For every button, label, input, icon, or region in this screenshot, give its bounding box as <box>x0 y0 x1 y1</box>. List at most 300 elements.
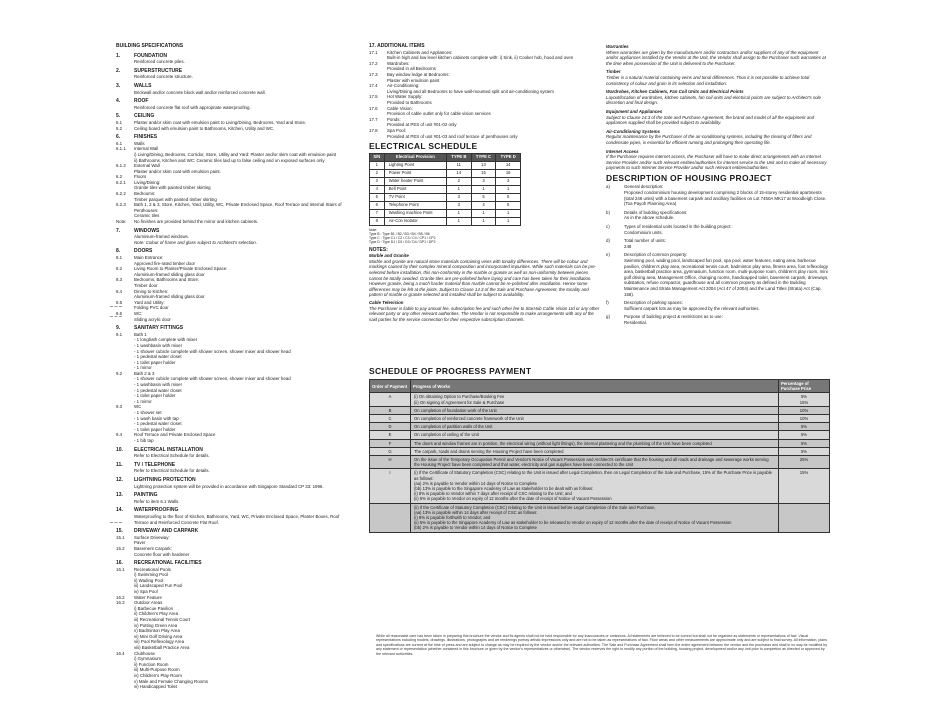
additional-item-number <box>369 134 387 140</box>
spec-item-number: 16.1 <box>116 566 125 572</box>
legend-note-label: Note: <box>369 227 378 232</box>
spec-item-text: Plaster and/or skim coat with emulsion paint to Living/Dining, Bedrooms, Yard and Store. <box>134 119 307 125</box>
electrical-cell: 8 <box>370 217 385 225</box>
spec-item-text: Bath 1, 2 & 3, Store, Kitchen, Yard, Utility, WC, Private Enclosed Space, Roof Terrace and Internal Stairs of Penthouses: <box>134 202 342 213</box>
spec-item-text: - 1 washbasin with mixer <box>134 382 183 388</box>
marble-granite-title: Marble and Granite <box>369 253 409 259</box>
spec-item-text: Bath 2 & 3 <box>134 370 155 376</box>
spec-item-number: 6.2.2 <box>116 191 126 197</box>
payment-order-cell: D <box>370 423 411 431</box>
spec-item <box>116 126 352 132</box>
section-title: WATERPROOFING <box>134 507 179 514</box>
marble-granite-text: Marble and granite are natural stone materials containing veins with tonality differences. There will be colour and markings caused by their complex mineral composition and incorporated impurities. While such materials can be pre-selected before installation, this non-conformity in the marble or granite as well as non-uniformity between pieces cannot be totally avoided. Granite tiles are pre-polished before laying and care has been taken for their installation. However granite, being a much harder material than marble cannot be re-polished after installation. Hence some differences may be felt at the joints. Subject to Clause 14.3 of the Sale and Purchase Agreement, the tonality and pattern of marble or granite selected and installed shall be subject to availability. <box>369 258 597 298</box>
payment-row <box>370 431 830 439</box>
electrical-cell: 1 <box>447 209 472 217</box>
electrical-header-cell: TYPE D <box>496 153 521 161</box>
electrical-cell: 6 <box>370 201 385 209</box>
spec-item-text: Timber parquet with painted timber skirting <box>134 196 217 202</box>
section-number: 3. <box>116 82 121 89</box>
note-text: Subject to Clause 14.3 of the Sale and Purchase Agreement, the brand and model of all the equipment and appliances supplied shall be provided subject to availability. <box>606 114 815 126</box>
section-title: WINDOWS <box>134 227 160 234</box>
spec-item-text: Roof Terrace and Private Enclosed Space <box>134 432 216 438</box>
spec-item-text: Paver <box>134 540 146 546</box>
electrical-cell: 5 <box>496 201 521 209</box>
spec-item-text: Living Room to Planter/Private Enclosed Space: <box>134 266 228 272</box>
payment-percentage-cell: 5% 15% <box>779 393 830 406</box>
spec-item-number: Note: <box>116 219 127 225</box>
spec-item-text: Surface Driveway: <box>134 534 170 540</box>
spec-item-number: 6.1 <box>116 140 123 146</box>
payment-order-cell: A <box>370 393 411 406</box>
section-title: CEILING <box>134 113 155 120</box>
spec-item-text: iv) Putting Green Area <box>134 622 178 628</box>
payment-works-cell: (i) If the Certificate of Statutory Completion (CSC) relating to the Unit is issued after Legal Completion, then on Legal Completion of the Sale and Purchase, 15% of the Purchase Price is payable as follows: (aa) 2% is payable to Vendor within 14 days of Notice to Complete (bb) 13% is payable to the Singapore Academy of Law as stakeholder to be dealt with as follows: (i) 8% is payable to Vendor within 7 days after receipt of CSC relating to the Unit; and (ii) 5% is payable to Vendor on expiry of 12 months after the date of receipt of Notice of Vacant Possession <box>411 469 779 503</box>
additional-item-text: Built-in high and low level kitchen cabinets complete with: i) Sink, ii) Cooker hob, hood and oven <box>387 55 574 61</box>
payment-percentage-cell: 5% <box>779 431 830 439</box>
housing-item-title: Total number of units: <box>624 238 666 244</box>
payment-order-cell: C <box>370 415 411 423</box>
electrical-cell: 3 <box>496 177 521 185</box>
electrical-row <box>370 201 521 209</box>
section-title: DRIVEWAY AND CARPARK <box>134 528 199 535</box>
spec-item-text: v) Male and Female Changing Rooms <box>134 678 208 684</box>
payment-percentage-cell: 10% <box>779 406 830 414</box>
spec-item-number: 6.2.1 <box>116 179 126 185</box>
section-title: RECREATIONAL FACILITIES <box>134 560 202 567</box>
spec-item-text: - 1 shower set <box>134 410 162 416</box>
margin-mark <box>110 306 122 307</box>
electrical-cell: Water heater Point <box>384 177 446 185</box>
spec-item-text: i) Gymnasium <box>134 656 162 662</box>
note-text: Where warranties are given by the manufacturers and/or contractors and/or suppliers of any of the equipment and/or appliances installed by the Vendor at the Unit, the Vendor shall assign to the Purchaser such warranties at the time when possession of the Unit is delivered to the Purchaser. <box>606 49 826 66</box>
notes-column <box>606 44 830 326</box>
payment-percentage-cell: 25% <box>779 456 830 469</box>
section-number: 4. <box>116 98 121 105</box>
electrical-cell: 2 <box>370 169 385 177</box>
note-text: If the Purchaser requires internet access, the Purchaser will have to make direct arrangements with an Internet Service Provider and/or such relevant entities/authorities for internet service to the Unit and to make all necessary payments to such Internet Service Provider and/or such relevant entities/authorities. <box>606 154 827 171</box>
spec-item-number: 6.2 <box>116 174 123 180</box>
electrical-cell: Bell Point <box>384 185 446 193</box>
electrical-cell: 1 <box>496 217 521 225</box>
spec-item-text: - 1 wash basin with tap <box>134 415 179 421</box>
spec-item <box>116 684 352 690</box>
payment-percentage-cell: 5% <box>779 423 830 431</box>
section-body: Aluminium-framed windows. <box>134 234 189 240</box>
housing-item-label: b) <box>606 209 610 215</box>
progress-payment-header-row <box>370 380 830 393</box>
section-number: 5. <box>116 113 121 120</box>
additional-items-column <box>369 44 601 322</box>
payment-row <box>370 415 830 423</box>
payment-percentage-cell: 10% <box>779 415 830 423</box>
progress-payment-title: SCHEDULE OF PROGRESS PAYMENT <box>369 366 532 376</box>
spec-item-number <box>116 684 134 690</box>
spec-item-text: Main Entrance: <box>134 255 164 260</box>
housing-item-title: General description: <box>624 184 664 190</box>
section-title: SANITARY FITTINGS <box>134 325 184 332</box>
electrical-row <box>370 185 521 193</box>
spec-item <box>116 552 352 558</box>
section-number: 16. <box>116 560 123 567</box>
electrical-cell: 1 <box>471 217 496 225</box>
spec-item-text: Aluminium-framed sliding glass door <box>134 294 205 300</box>
spec-item-text: i) Swimming Pool <box>134 572 168 578</box>
spec-item-text: - 1 toilet paper holder <box>134 393 176 399</box>
housing-item <box>606 224 830 235</box>
section-body: Refer to item 6.1 Walls. <box>134 498 180 504</box>
additional-item-text: Wardrobes: <box>387 60 410 66</box>
note-title: Air-Conditioning Systems <box>606 128 660 134</box>
note-title: Warranties <box>606 44 629 49</box>
additional-item-number: 17.5 <box>369 94 378 100</box>
spec-item-number: 8.5 <box>116 299 123 305</box>
spec-item-text: Water Feature <box>134 594 162 600</box>
note-title: Equipment and Appliances <box>606 108 663 114</box>
section-title: DOORS <box>134 248 153 255</box>
section-heading <box>116 493 352 499</box>
spec-item-text: Floors <box>134 174 147 180</box>
payment-header-cell: Progress of Works <box>411 380 779 393</box>
spec-item <box>116 317 352 323</box>
payment-order-cell <box>370 503 411 532</box>
additional-item-number: 17.4 <box>369 83 378 89</box>
spec-item-text: Ceiling board with emulsion paint to Bathrooms, Kitchen, Utility and WC. <box>134 125 275 131</box>
payment-row <box>370 393 830 406</box>
spec-item-number <box>116 438 134 444</box>
section-body: Refer to Electrical Schedule for details. <box>134 468 210 474</box>
payment-row <box>370 447 830 455</box>
spec-item-number: 8.6 <box>116 310 123 316</box>
housing-item-label: c) <box>606 224 610 230</box>
electrical-cell: 3 <box>370 177 385 185</box>
housing-item-label: a) <box>606 184 610 190</box>
spec-item-text: Bedrooms, Bathrooms and Store: <box>134 277 200 283</box>
notes-title: NOTES: <box>369 246 388 253</box>
electrical-cell: Power Point <box>384 169 446 177</box>
section-title: TV / TELEPHONE <box>134 461 176 468</box>
section-body: Lightning protection system will be provided in accordance with Singapore Standard CP 33: 1996. <box>134 483 324 489</box>
electrical-cell: Lighting Point <box>384 161 446 169</box>
additional-item-text: Ponds: <box>387 116 401 122</box>
spec-item-text: - 1 toilet paper holder <box>134 359 176 365</box>
spec-item-text: Concrete floor with hardener <box>134 551 190 557</box>
spec-item-text: - 1 pedestal water closet <box>134 387 182 393</box>
electrical-cell: 14 <box>447 169 472 177</box>
spec-item-number: 15.2 <box>116 545 125 551</box>
electrical-cell: TV Point <box>384 193 446 201</box>
note-text: Regular maintenance by the Purchaser of the air-conditioning systems, including the clearing of filters and condensate pipes, is essential for efficient running and prolonging their operating life. <box>606 134 812 145</box>
electrical-row <box>370 193 521 201</box>
section-number: 14. <box>116 507 123 514</box>
electrical-row <box>370 169 521 177</box>
electrical-cell: 16 <box>496 169 521 177</box>
spec-item-text: Basement Carpark: <box>134 545 172 551</box>
spec-item-text: Ceramic tiles <box>134 213 160 219</box>
section-number: 9. <box>116 325 121 332</box>
electrical-header-cell: TYPE B <box>447 153 472 161</box>
spec-item-text: - 1 washbasin with mixer <box>134 342 183 348</box>
housing-item-label: d) <box>606 238 610 244</box>
housing-item-title: Description of parking spaces: <box>624 300 683 306</box>
housing-item-title: Description of common property: <box>624 252 688 258</box>
electrical-cell: 1 <box>471 209 496 217</box>
spec-item-number: 16.2 <box>116 594 125 600</box>
payment-row <box>370 406 830 414</box>
electrical-row <box>370 217 521 225</box>
additional-item-number: 17.1 <box>369 49 378 55</box>
electrical-header-cell: TYPE C <box>471 153 496 161</box>
payment-row <box>370 456 830 469</box>
housing-item-text: Sufficient carpark lots as may be approved by the relevant authorities. <box>624 305 760 311</box>
section-title: LIGHTNING PROTECTION <box>134 476 196 483</box>
payment-works-cell: On completion of foundation work of the Unit <box>411 406 779 414</box>
spec-item-text: v) Badminton Play Area <box>134 628 180 634</box>
electrical-schedule-header-row <box>370 153 521 161</box>
spec-item-number: 6.1.2 <box>116 163 126 169</box>
note-text: Layout/location of wardrobes, kitchen cabinets, fan coil units and electrical points are subject to Architect's sole discretion and final design. <box>606 94 821 106</box>
housing-item <box>606 238 830 249</box>
electrical-cell: 1 <box>496 185 521 193</box>
spec-item-text: Outdoor Areas <box>134 600 163 606</box>
section-number: 13. <box>116 492 123 499</box>
additional-item-text: Provided at PES of unit #01-02 only <box>387 122 457 128</box>
spec-item-text: Dining to Kitchen: <box>134 288 169 294</box>
disclaimer-text: While all reasonable care has been taken in preparing this brochure the vendor and its agents shall not be held responsible for any inaccuracies or omissions. All statements are believed to be correct but shall not be regarded as statements or representations of fact. Visual representations including models, drawings, illustrations, photographs and art renderings portray artistic impressions only and are not to be taken as representations of fact. Floor areas and other measurements are approximate only and are subject to final survey. All information, plans and specifications are current at the time of press and are subject to change as may be required by the vendor and/or the relevant authorities. The Sale and Purchase Agreement shall form the entire agreement between the vendor and the purchaser and shall in no way be modified by any statement or representation (whether contained in this brochure or given by the vendor's representatives or otherwise). The vendor reserves the right to modify any portion of the building, housing project, development and/or any unit prior to completion as directed or approved by the relevant authorities. <box>376 634 828 656</box>
spec-item-text: i) Barbecue Pavilion <box>134 605 174 611</box>
section-heading <box>116 99 352 105</box>
housing-item-body <box>624 300 830 311</box>
electrical-cell: 3 <box>471 177 496 185</box>
electrical-cell: 15 <box>471 169 496 177</box>
electrical-cell: 3 <box>447 193 472 201</box>
note-title: Internet Access <box>606 148 639 154</box>
spec-item-text: ii) Bathrooms, Kitchen and WC: Ceramic tiles laid up to false ceiling and on exposed surfaces only <box>134 157 325 163</box>
spec-item-text: viii) Basketball Practice Area <box>134 645 190 650</box>
legend-line: Type C : Type C1 / C2 / C3 / C4 / CP1 / CP2 <box>369 235 436 240</box>
spec-item-number <box>116 552 134 558</box>
additional-item-text: Cable Vision: <box>387 105 413 111</box>
spec-item-text: Aluminium-framed sliding glass door <box>134 271 205 277</box>
building-specifications-title: BUILDING SPECIFICATIONS <box>116 43 184 49</box>
payment-row <box>370 439 830 447</box>
spec-item-text: WC: <box>134 310 143 316</box>
housing-item-text: Proposed condominium housing development comprising 2 blocks of 15-storey residential apartments (total 248 units) with a basement carpark and ancillary facilities on Lot 7450A MK17 at Woodleigh Close. (Toa Payoh Planning Area) <box>624 190 827 207</box>
electrical-cell: 5 <box>496 193 521 201</box>
spec-item-text: - 1 mirror <box>134 365 152 371</box>
housing-item <box>606 314 830 325</box>
spec-item-text: Walls <box>134 140 145 146</box>
section-number: 7. <box>116 227 121 234</box>
section-number: 11. <box>116 461 123 468</box>
housing-item <box>606 300 830 311</box>
section-title: FOUNDATION <box>134 52 167 59</box>
spec-item-text: Folding PVC door <box>134 305 169 311</box>
electrical-cell: 1 <box>447 185 472 193</box>
spec-item-text: No finishes are provided behind the mirror and kitchen cabinets. <box>134 219 259 225</box>
payment-works-cell: The carpark, roads and drains serving the Housing Project have been completed <box>411 447 779 455</box>
spec-item-text: Approved fire-rated timber door <box>134 260 196 266</box>
additional-item <box>369 134 601 140</box>
housing-item <box>606 210 830 221</box>
housing-item-text: Residential. <box>624 319 647 325</box>
section-title: ELECTRICAL INSTALLATION <box>134 446 203 453</box>
payment-percentage-cell: 15% <box>779 469 830 503</box>
section-title: SUPERSTRUCTURE <box>134 67 183 74</box>
electrical-cell: 5 <box>370 193 385 201</box>
additional-item-text: Hot Water Supply: <box>387 94 423 100</box>
spec-item-text: ii) Wading Pool <box>134 577 164 583</box>
section-number: 1. <box>116 52 121 59</box>
additional-item-number: 17.6 <box>369 105 378 111</box>
electrical-cell: 3 <box>447 201 472 209</box>
spec-item-number: 6.1.1 <box>116 146 126 152</box>
note-title: Timber <box>606 69 621 75</box>
section-heading <box>116 478 352 484</box>
housing-item <box>606 252 830 297</box>
section-number: 2. <box>116 67 121 74</box>
spec-item-text: - 1 longbath complete with mixer <box>134 337 198 343</box>
note-text: Timber is a natural material containing veins and tonal differences. Thus it is not possible to achieve total consistency of colour and grain in its selection and installation. <box>606 74 810 86</box>
spec-item-text: iii) Recreational Tennis Court <box>134 617 191 623</box>
housing-item-text: As in the above schedule. <box>624 215 675 221</box>
electrical-cell: 13 <box>471 161 496 169</box>
section-number: 15. <box>116 528 123 535</box>
spec-item-number: 8.1 <box>116 255 123 260</box>
building-specifications-column <box>116 44 352 690</box>
spec-item-text: Plaster and/or skim coat with emulsion paint. <box>134 168 221 174</box>
section-note: Note: Colour of frame and glass subject to Architect's selection. <box>134 239 257 245</box>
spec-item-text: - 1 bib tap <box>134 438 154 443</box>
housing-project-title: DESCRIPTION OF HOUSING PROJECT <box>606 172 772 183</box>
additional-item-number: 17.2 <box>369 60 378 66</box>
payment-works-cell: (i) On obtaining Option to Purchase/Booking Fee (ii) On signing of Agreement for Sale & Purchase <box>411 393 779 406</box>
electrical-cell: 4 <box>370 185 385 193</box>
specification-sections <box>116 54 352 690</box>
housing-item-label: f) <box>606 300 609 306</box>
spec-item-text: iii) Multi-Purpose Room <box>134 667 180 673</box>
spec-item <box>116 219 352 225</box>
electrical-cell: 1 <box>496 209 521 217</box>
spec-item-text: vi) Mini Golf Driving Area <box>134 633 183 639</box>
section-title: FINISHES <box>134 134 158 141</box>
section-title: PAINTING <box>134 492 158 499</box>
spec-item-number: 5.2 <box>116 125 123 131</box>
payment-works-cell: On completion of ceiling of the Unit <box>411 431 779 439</box>
spec-item-number: 15.1 <box>116 534 125 540</box>
payment-percentage-cell <box>779 503 830 532</box>
electrical-cell: 1 <box>447 217 472 225</box>
additional-item-text: Spa Pool: <box>387 127 407 133</box>
spec-item-text: iii) Landscaped Fun Pool <box>134 583 183 589</box>
spec-item-number: 9.3 <box>116 404 123 410</box>
electrical-legend <box>369 228 601 244</box>
electrical-cell: 7 <box>370 209 385 217</box>
electrical-cell: Air-Con Isolator <box>384 217 446 225</box>
spec-item-text: - 1 mirror <box>134 398 152 404</box>
housing-item-body <box>624 252 830 297</box>
housing-item-body <box>624 238 830 249</box>
spec-item-number <box>116 317 134 323</box>
housing-item-body <box>624 210 830 221</box>
section-body: Reinforced concrete flat roof with appropriate waterproofing. <box>134 104 251 110</box>
payment-header-cell: Percentage of Purchase Price <box>779 380 830 393</box>
electrical-row <box>370 209 521 217</box>
additional-items-title: 17. ADDITIONAL ITEMS <box>369 43 425 49</box>
spec-item-number: 9.2 <box>116 370 123 376</box>
spec-item-text: vii) Pool Reflexology Area <box>134 639 185 645</box>
additional-items-list <box>369 50 601 140</box>
legend-line: Type D : Type D1 / D2 / D3 / D4 / DP1 / DP2 <box>369 239 436 244</box>
housing-item-text: Swimming pool, wading pool, landscaped fun pool, spa pool, water features, eating area, barbecue pavilion, children's play area, recreational tennis court, badminton play area, fitness area, foot reflexology area, basketball practice area, gymnasium, function room, multi-purpose room, children's play room, mini golf driving area, Management Office, changing rooms, handicapped toilet, basement carpark, driveways, substation, refuse compactor, guardhouse and all common property as defined in the Building Maintenance and Strata Management Act 2004 (Act 47 of 2004) and the Land Titles (Strata) Act (Cap. 158). <box>624 258 829 297</box>
spec-item-number: 9.4 <box>116 432 123 438</box>
section-number: 6. <box>116 134 121 141</box>
spec-item-text: Internal Wall <box>134 146 159 152</box>
additional-item-text: Air-Conditioning: <box>387 83 420 89</box>
spec-item-text: - 1 shower cubicle complete with shower screen, shower mixer and shower head <box>134 376 291 382</box>
housing-item-body <box>624 314 830 325</box>
payment-order-cell: E <box>370 431 411 439</box>
spec-item-text: Granite tiles with painted timber skirting <box>134 185 211 191</box>
electrical-cell: 1 <box>370 161 385 169</box>
additional-item-number: 17.7 <box>369 116 378 122</box>
spec-item-text: - 1 toilet paper holder <box>134 426 176 432</box>
electrical-schedule-title: ELECTRICAL SCHEDULE <box>369 141 478 152</box>
section-number: 12. <box>116 476 123 483</box>
payment-row <box>370 469 830 503</box>
electrical-cell: 2 <box>447 177 472 185</box>
additional-item-number: 17.8 <box>369 127 378 133</box>
spec-item-number: 16.4 <box>116 650 125 656</box>
electrical-header-cell: S/N <box>370 153 385 161</box>
spec-item-text: iv) Spa Pool <box>134 589 158 595</box>
payment-works-cell: (ii) If the Certificate of Statutory Completion (CSC) relating to the Unit is issued before Legal Completion of the Sale and Purchase, (aa) 13% is payable within 14 days after receipt of CSC as follows: (i) 8% is payable forthwith to Vendor; and (ii) 5% is payable to the Singapore Academy of Law as stakeholder to be released to Vendor on expiry of 12 months after the date of receipt of Notice of Vacant Possession (bb) 2% is payable to Vendor within 14 days of Notice to Complete <box>411 503 779 532</box>
legend-line: Type B : Type B1 / B2 / B3 / B4 / B5 / B6 <box>369 231 430 236</box>
cable-television-title: Cable Television <box>369 300 404 306</box>
electrical-header-cell: Electrical Provision <box>384 153 446 161</box>
spec-item-text: Timber door <box>134 282 158 288</box>
spec-item-number: 6.2.3 <box>116 202 126 208</box>
spec-item-number: 5.1 <box>116 119 123 125</box>
payment-percentage-cell: 5% <box>779 439 830 447</box>
spec-item-text: Bedrooms: <box>134 191 156 197</box>
electrical-cell: Washing machine Point <box>384 209 446 217</box>
electrical-row <box>370 161 521 169</box>
spec-item-text: Yard and Utility: <box>134 299 165 305</box>
section-body: Brickwall and/or concrete block wall and/or reinforced concrete wall. <box>134 89 266 95</box>
payment-order-cell: H <box>370 456 411 469</box>
housing-item-text: Condominium units. <box>624 229 663 235</box>
payment-works-cell: On completion of reinforced concrete framework of the Unit <box>411 415 779 423</box>
electrical-row <box>370 177 521 185</box>
housing-item-title: Types of residential units located in the building project: <box>624 224 732 230</box>
additional-item-text: Kitchen Cabinets and Appliances: <box>387 49 453 55</box>
margin-mark <box>110 522 122 523</box>
electrical-cell: 1 <box>471 185 496 193</box>
payment-order-cell: B <box>370 406 411 414</box>
spec-item-text: Bath 1 <box>134 331 147 337</box>
cable-television-text: The Purchaser is liable to pay annual fee, subscription fee and such other fee to StarHub Cable Vision Ltd or any other relevant party or any other relevant authorities. The Vendor is not responsible to make arrangements with any of the said parties for the service connection for their respective subscription channels. <box>369 305 600 322</box>
right-notes-list <box>606 44 830 171</box>
payment-works-cell: The doors and window frames are in position, the electrical wiring (without light fittings), the internal plastering and the plumbing of the Unit have been completed <box>411 439 779 447</box>
section-number: 10. <box>116 446 123 453</box>
spec-item-text: Living/Dining: <box>134 179 161 185</box>
section-heading <box>116 84 352 90</box>
additional-item-text: Provided to Bathrooms <box>387 99 432 105</box>
additional-item-text: Plaster with emulsion paint <box>387 77 440 83</box>
additional-item-number: 17.3 <box>369 71 378 77</box>
spec-item <box>116 202 352 213</box>
electrical-cell: 4 <box>471 201 496 209</box>
